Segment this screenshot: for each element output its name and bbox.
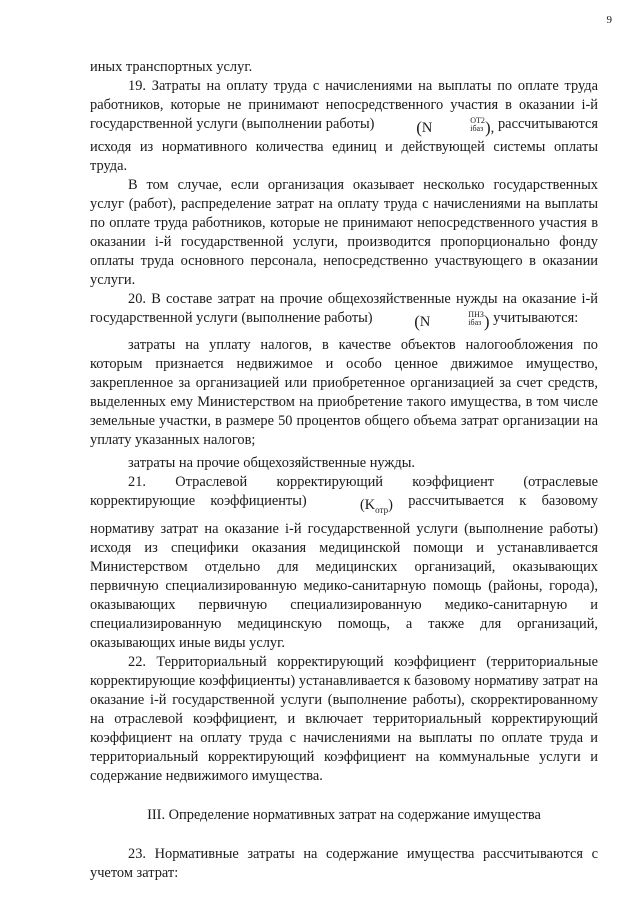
- page-number: 9: [606, 14, 612, 26]
- section-heading: III. Определение нормативных затрат на содержание имущества: [147, 806, 541, 823]
- paragraph-19: [90, 77, 598, 176]
- paragraph-21: [90, 473, 598, 653]
- paragraph-text: рассчитывается к базовому нормативу затрат на оказание i-й государственной услуги (выполнение работы) исходя из специфики оказания медицинской помощи и устанавливается Министерством отдельно для медицинских организаций, оказывающих первичную специализированную медико-санитарную помощь (районы, города), оказывающих первичную специализированную медико-санитарную и специализированную медицинскую помощь, а также для организаций, оказывающих иные виды услуг.: [90, 493, 598, 651]
- paragraph-text: 19. Затраты на оплату труда с начислениями на выплаты по оплате труда работников, которые не принимают непосредственного участия в оказании i-й государственной услуги (выполнении работы): [90, 78, 598, 132]
- document-body: [90, 58, 598, 883]
- paragraph-text: 21. Отраслевой корректирующий коэффициент (отраслевые корректирующие коэффициенты): [90, 474, 598, 509]
- paragraph: затраты на уплату налогов, в качестве объектов налогообложения по которым признается недвижимое и особо ценное движимое имущество, закрепленное за организацией или приобретенное организацией за счет средств, выделенных ему Министерством на приобретение такого имущества, в том числе земельные участки, в размере 50 процентов общего объема затрат организации на уплату указанных налогов;: [90, 337, 598, 448]
- paragraph-text: рассчитываются исходя из нормативного количества единиц и действующей системы оплаты труда.: [90, 116, 598, 174]
- formula-k-otr: $(K_{отр})$: [359, 497, 393, 515]
- paragraph-text: 20. В составе затрат на прочие общехозяйственные нужды на оказание i-й государственной услуги (выполнение работы): [90, 291, 598, 326]
- paragraph: В том случае, если организация оказывает несколько государственных услуг (работ), распределение затрат на оплату труда с начислениями на выплаты по оплате труда работников, которые не принимают непосредственного участия в оказании i-й государственной услуги, производится пропорционально фонду оплаты труда основного персонала, непосредственно участвующего в оказании услуги.: [90, 177, 598, 288]
- paragraph: 22. Территориальный корректирующий коэффициент (территориальные корректирующие коэффициенты) устанавливается к базовому нормативу затрат на оказание i-й государственной услуги (выполнение работы), скорректированному на отраслевой коэффициент, и включает территориальный корректирующий коэффициент на оплату труда с начислениями на выплаты по оплате труда и территориальный корректирующий коэффициент на коммунальные услуги и содержание недвижимого имущества.: [90, 653, 598, 784]
- formula-n-ot2: (N ОТ2 iбаз ),: [416, 115, 495, 137]
- paragraph-text: учитываются:: [493, 310, 579, 326]
- paragraph: иных транспортных услуг.: [90, 59, 253, 75]
- paragraph: затраты на прочие общехозяйственные нужды.: [128, 455, 415, 471]
- paragraph: 23. Нормативные затраты на содержание имущества рассчитываются с учетом затрат:: [90, 845, 598, 881]
- paragraph-20: [90, 290, 598, 332]
- formula-n-pnz: (N ПНЗ iбаз ): [414, 309, 490, 331]
